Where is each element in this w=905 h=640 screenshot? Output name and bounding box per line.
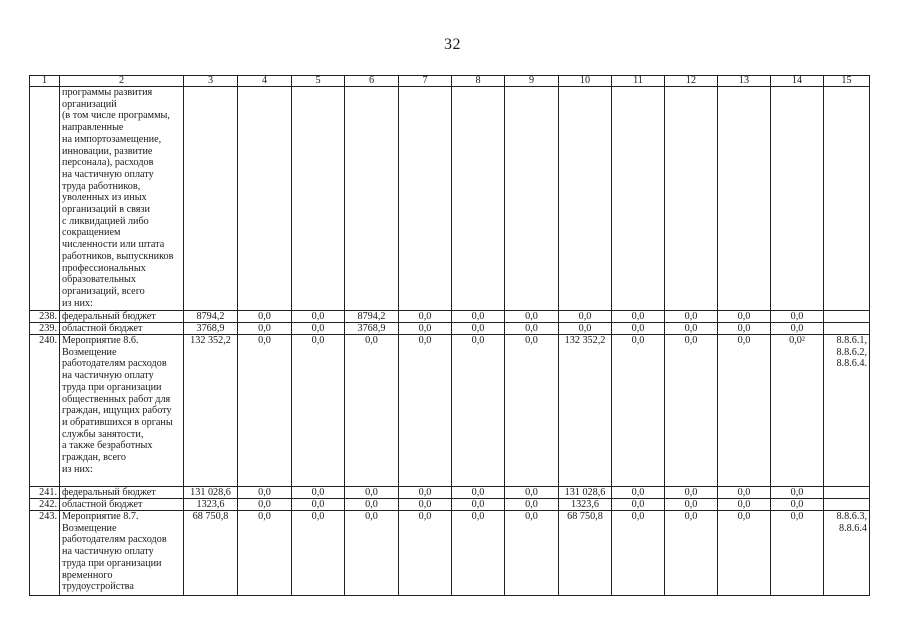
value-cell-col-13: 0,0 (718, 511, 771, 596)
value-cell-col-12: 0,0 (665, 335, 718, 487)
value-cell-col-7: 0,0 (399, 335, 452, 487)
row-number: 240. (30, 335, 60, 487)
value-cell-col-10: 131 028,6 (559, 487, 612, 499)
value-cell-col-10: 132 352,2 (559, 335, 612, 487)
value-cell-col-3: 132 352,2 (184, 335, 238, 487)
column-header-15: 15 (824, 76, 870, 87)
value-cell-col-10: 0,0 (559, 311, 612, 323)
value-cell-col-13 (718, 87, 771, 311)
column-header-14: 14 (771, 76, 824, 87)
value-cell-col-7: 0,0 (399, 323, 452, 335)
value-cell-col-14 (771, 87, 824, 311)
value-cell-col-3: 1323,6 (184, 499, 238, 511)
row-number: 243. (30, 511, 60, 596)
value-cell-col-4 (238, 87, 292, 311)
page-number: 32 (444, 36, 461, 53)
value-cell-col-5 (292, 87, 345, 311)
row-number: 238. (30, 311, 60, 323)
value-cell-col-3: 68 750,8 (184, 511, 238, 596)
value-cell-col-13: 0,0 (718, 335, 771, 487)
value-cell-col-11: 0,0 (612, 311, 665, 323)
value-cell-col-3: 3768,9 (184, 323, 238, 335)
value-cell-col-4: 0,0 (238, 335, 292, 487)
table-header-row (30, 76, 870, 87)
value-cell-col-4: 0,0 (238, 487, 292, 499)
value-cell-col-11 (612, 87, 665, 311)
value-cell-col-10: 68 750,8 (559, 511, 612, 596)
column-header-1: 1 (30, 76, 60, 87)
column-header-9: 9 (505, 76, 559, 87)
value-cell-col-10: 1323,6 (559, 499, 612, 511)
row-number (30, 87, 60, 311)
budget-table (29, 75, 870, 596)
value-cell-col-7: 0,0 (399, 499, 452, 511)
row-number: 242. (30, 499, 60, 511)
value-cell-col-12: 0,0 (665, 499, 718, 511)
indicator-reference (824, 311, 870, 323)
value-cell-col-12: 0,0 (665, 311, 718, 323)
indicator-reference (824, 87, 870, 311)
value-cell-col-12: 0,0 (665, 487, 718, 499)
value-cell-col-14: 0,0 (771, 323, 824, 335)
row-description: областной бюджет (60, 499, 184, 511)
value-cell-col-6: 0,0 (345, 499, 399, 511)
value-cell-col-6: 8794,2 (345, 311, 399, 323)
value-cell-col-13: 0,0 (718, 499, 771, 511)
column-header-7: 7 (399, 76, 452, 87)
value-cell-col-6: 0,0 (345, 511, 399, 596)
value-cell-col-4: 0,0 (238, 323, 292, 335)
value-cell-col-5: 0,0 (292, 323, 345, 335)
table-row (30, 87, 870, 311)
row-description: Мероприятие 8.6. Возмещение работодателям расходов на частичную оплату труда при организации общественных работ для граждан, ищущих работу и обратившихся в органы службы занятости, а также безработных граждан, всего из них: (60, 335, 184, 487)
value-cell-col-7: 0,0 (399, 511, 452, 596)
indicator-reference (824, 487, 870, 499)
value-cell-col-5: 0,0 (292, 311, 345, 323)
table-row (30, 487, 870, 499)
value-cell-col-7 (399, 87, 452, 311)
column-header-4: 4 (238, 76, 292, 87)
value-cell-col-6 (345, 87, 399, 311)
value-cell-col-14: 0,0² (771, 335, 824, 487)
value-cell-col-7: 0,0 (399, 487, 452, 499)
value-cell-col-14: 0,0 (771, 499, 824, 511)
value-cell-col-8: 0,0 (452, 499, 505, 511)
column-header-2: 2 (60, 76, 184, 87)
value-cell-col-13: 0,0 (718, 487, 771, 499)
value-cell-col-8: 0,0 (452, 335, 505, 487)
value-cell-col-4: 0,0 (238, 499, 292, 511)
value-cell-col-5: 0,0 (292, 511, 345, 596)
value-cell-col-3: 8794,2 (184, 311, 238, 323)
value-cell-col-9: 0,0 (505, 487, 559, 499)
value-cell-col-10: 0,0 (559, 323, 612, 335)
column-header-3: 3 (184, 76, 238, 87)
row-description: программы развития организаций (в том числе программы, направленные на импортозамещение, инновации, развитие персонала), расходов на частичную оплату труда работников, уволенных из иных организаций в связи с ликвидацией либо сокращением численности или штата работников, выпускников профессиональных образовательных организаций, всего из них: (60, 87, 184, 311)
table-row (30, 311, 870, 323)
value-cell-col-5: 0,0 (292, 499, 345, 511)
column-header-12: 12 (665, 76, 718, 87)
column-header-10: 10 (559, 76, 612, 87)
value-cell-col-6: 0,0 (345, 487, 399, 499)
value-cell-col-6: 3768,9 (345, 323, 399, 335)
row-description: Мероприятие 8.7. Возмещение работодателям расходов на частичную оплату труда при организации временного трудоустройства (60, 511, 184, 596)
value-cell-col-9: 0,0 (505, 311, 559, 323)
value-cell-col-9: 0,0 (505, 335, 559, 487)
column-header-5: 5 (292, 76, 345, 87)
value-cell-col-12 (665, 87, 718, 311)
row-description: областной бюджет (60, 323, 184, 335)
value-cell-col-11: 0,0 (612, 335, 665, 487)
value-cell-col-12: 0,0 (665, 511, 718, 596)
value-cell-col-8: 0,0 (452, 311, 505, 323)
value-cell-col-7: 0,0 (399, 311, 452, 323)
value-cell-col-14: 0,0 (771, 511, 824, 596)
value-cell-col-8: 0,0 (452, 511, 505, 596)
value-cell-col-9 (505, 87, 559, 311)
column-header-11: 11 (612, 76, 665, 87)
column-header-13: 13 (718, 76, 771, 87)
value-cell-col-11: 0,0 (612, 323, 665, 335)
row-number: 239. (30, 323, 60, 335)
value-cell-col-6: 0,0 (345, 335, 399, 487)
table-row (30, 511, 870, 596)
value-cell-col-4: 0,0 (238, 311, 292, 323)
value-cell-col-12: 0,0 (665, 323, 718, 335)
value-cell-col-13: 0,0 (718, 311, 771, 323)
value-cell-col-4: 0,0 (238, 511, 292, 596)
row-number: 241. (30, 487, 60, 499)
column-header-8: 8 (452, 76, 505, 87)
value-cell-col-11: 0,0 (612, 511, 665, 596)
table-row (30, 323, 870, 335)
row-description: федеральный бюджет (60, 311, 184, 323)
value-cell-col-11: 0,0 (612, 499, 665, 511)
table-body (30, 76, 870, 596)
value-cell-col-14: 0,0 (771, 311, 824, 323)
indicator-reference (824, 499, 870, 511)
value-cell-col-8: 0,0 (452, 323, 505, 335)
value-cell-col-5: 0,0 (292, 487, 345, 499)
value-cell-col-9: 0,0 (505, 511, 559, 596)
value-cell-col-9: 0,0 (505, 323, 559, 335)
value-cell-col-10 (559, 87, 612, 311)
value-cell-col-9: 0,0 (505, 499, 559, 511)
table-row (30, 335, 870, 487)
row-description: федеральный бюджет (60, 487, 184, 499)
value-cell-col-3: 131 028,6 (184, 487, 238, 499)
value-cell-col-3 (184, 87, 238, 311)
value-cell-col-14: 0,0 (771, 487, 824, 499)
table-row (30, 499, 870, 511)
value-cell-col-8: 0,0 (452, 487, 505, 499)
indicator-reference: 8.8.6.3, 8.8.6.4 (824, 511, 870, 596)
indicator-reference: 8.8.6.1, 8.8.6.2, 8.8.6.4. (824, 335, 870, 487)
value-cell-col-11: 0,0 (612, 487, 665, 499)
value-cell-col-8 (452, 87, 505, 311)
value-cell-col-13: 0,0 (718, 323, 771, 335)
indicator-reference (824, 323, 870, 335)
column-header-6: 6 (345, 76, 399, 87)
value-cell-col-5: 0,0 (292, 335, 345, 487)
